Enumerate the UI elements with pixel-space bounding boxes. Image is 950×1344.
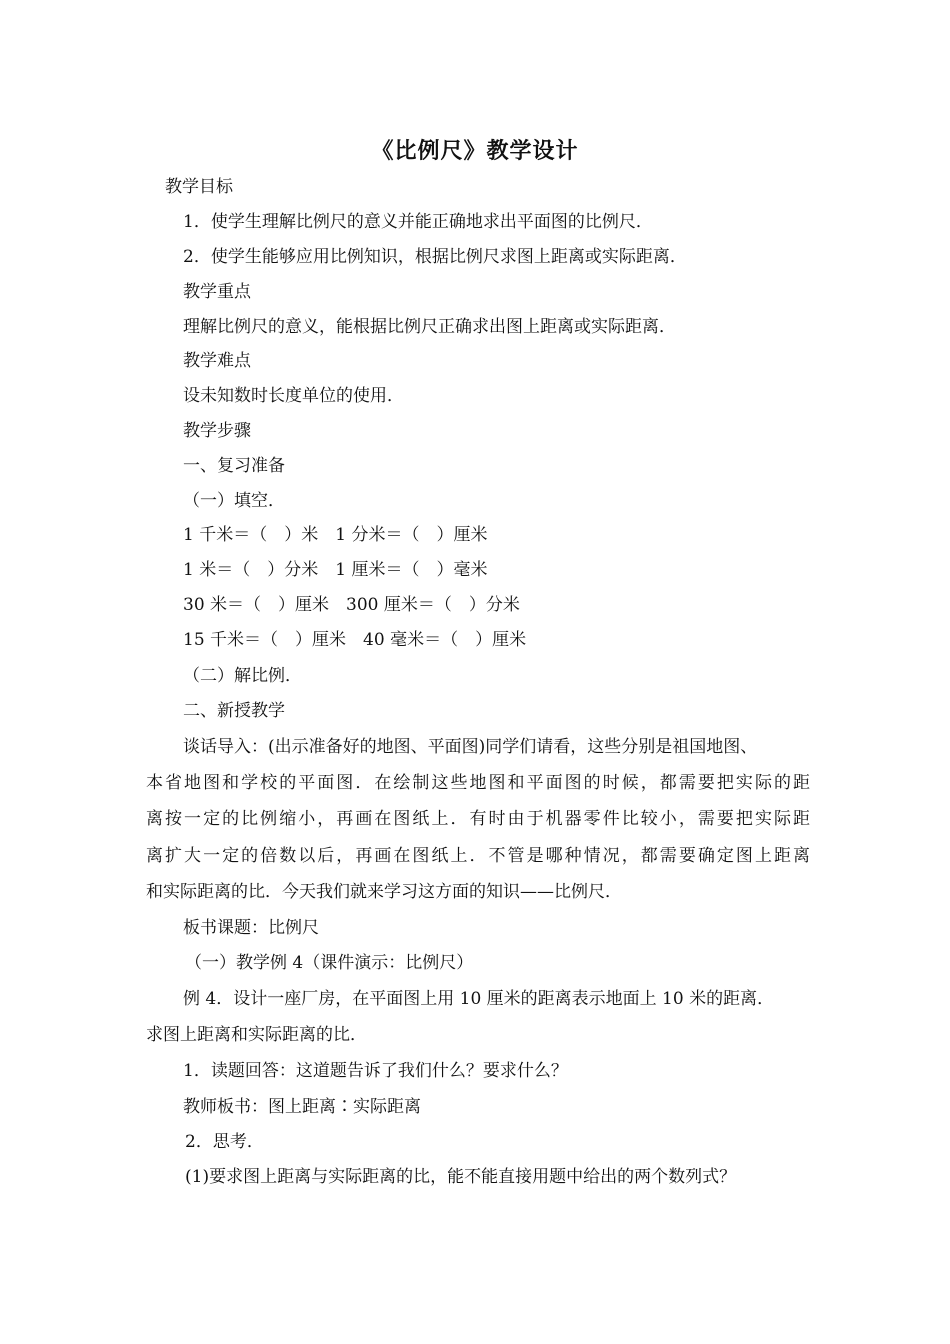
document-title: 《比例尺》教学设计	[371, 138, 579, 164]
example-4-text: 例 4．设计一座厂房，在平面图上用 10 厘米的距离表示地面上 10 米的距离．	[183, 989, 775, 1009]
exercise-row-1: 1 千米＝（ ）米 1 分米＝（ ）厘米	[183, 525, 488, 545]
subsection-solve-ratio: （二）解比例．	[183, 666, 302, 686]
exercise-row-4: 15 千米＝（ ）厘米 40 毫米＝（ ）厘米	[183, 630, 527, 650]
objective-1: 1．使学生理解比例尺的意义并能正确地求出平面图的比例尺．	[183, 212, 653, 232]
teacher-board-note: 教师板书：图上距离∶实际距离	[183, 1097, 421, 1117]
board-topic: 板书课题：比例尺	[183, 918, 319, 938]
step-read-question: 1．读题回答：这道题告诉了我们什么？要求什么？	[183, 1061, 568, 1081]
section-review: 一、复习准备	[183, 456, 285, 476]
paragraph-line: 本省地图和学校的平面图．在绘制这些地图和平面图的时候，都需要把实际的距	[146, 773, 810, 793]
example-4-text: 求图上距离和实际距离的比．	[146, 1025, 367, 1045]
heading-key-point: 教学重点	[183, 282, 251, 302]
paragraph-line: 离扩大一定的倍数以后，再画在图纸上．不管是哪种情况，都需要确定图上距离	[146, 846, 810, 866]
subsection-example-4: （一）教学例 4（课件演示：比例尺）	[185, 953, 474, 973]
think-question-1: (1)要求图上距离与实际距离的比，能不能直接用题中给出的两个数列式？	[185, 1167, 737, 1187]
step-think: 2．思考．	[185, 1132, 264, 1152]
difficulty-text: 设未知数时长度单位的使用．	[183, 386, 404, 406]
paragraph-line: 离按一定的比例缩小，再画在图纸上．有时由于机器零件比较小，需要把实际距	[146, 809, 810, 829]
objective-2: 2．使学生能够应用比例知识，根据比例尺求图上距离或实际距离．	[183, 247, 687, 267]
exercise-row-3: 30 米＝（ ）厘米 300 厘米＝（ ）分米	[183, 595, 520, 615]
heading-steps: 教学步骤	[183, 421, 251, 441]
section-new-teaching: 二、新授教学	[183, 701, 285, 721]
paragraph-line: 和实际距离的比．今天我们就来学习这方面的知识——比例尺．	[146, 882, 622, 902]
subsection-fill-blank: （一）填空．	[183, 491, 285, 511]
paragraph-line: 谈话导入：(出示准备好的地图、平面图)同学们请看，这些分别是祖国地图、	[183, 737, 758, 757]
heading-difficulty: 教学难点	[183, 351, 251, 371]
heading-objectives: 教学目标	[165, 177, 233, 197]
exercise-row-2: 1 米＝（ ）分米 1 厘米＝（ ）毫米	[183, 560, 488, 580]
key-point-text: 理解比例尺的意义，能根据比例尺正确求出图上距离或实际距离．	[183, 317, 676, 337]
